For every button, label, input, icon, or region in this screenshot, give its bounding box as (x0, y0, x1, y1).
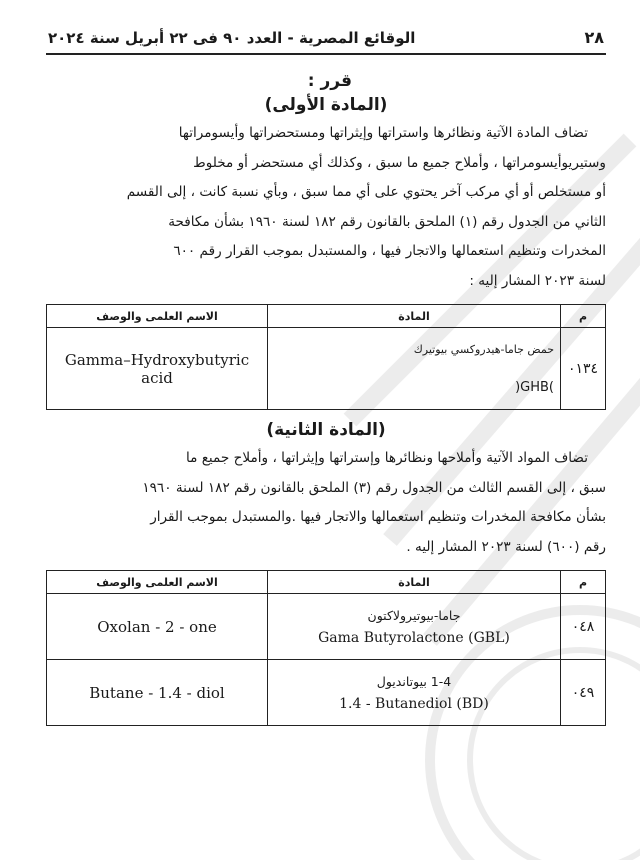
article-1-line: لسنة ٢٠٢٣ المشار إليه : (469, 272, 606, 289)
row-scientific: Gamma–Hydroxybutyric acid (47, 328, 268, 410)
header-num: م (561, 305, 606, 328)
document-page (46, 28, 606, 726)
header-substance: المادة (268, 305, 561, 328)
row-scientific: Butane - 1.4 - diol (47, 660, 268, 726)
table-row (47, 594, 606, 660)
decision-label: قرر : (307, 71, 352, 91)
gazette-title: الوقائع المصرية - العدد ٩٠ فى ٢٢ أبريل سنة ٢٠٢٤ (48, 29, 416, 47)
header-scientific: الاسم العلمى والوصف (47, 305, 268, 328)
article-2-line: بشأن مكافحة المخدرات وتنظيم استعمالها والاتجار فيها .والمستبدل بموجب القرار (150, 509, 606, 525)
header-scientific: الاسم العلمى والوصف (47, 571, 268, 594)
article-1-table (46, 304, 606, 410)
substance-abbrev: )GHB( (515, 379, 554, 395)
page-header (46, 28, 606, 55)
article-2-line: تضاف المواد الآتية وأملاحها ونظائرها وإستراتها وإيثراتها ، وأملاح جميع ما (185, 450, 588, 466)
substance-arabic: جاما-بيوتيرولاكتون (367, 607, 461, 623)
article-2-line: رقم (٦٠٠) لسنة ٢٠٢٣ المشار إليه . (406, 538, 606, 555)
substance-arabic: 1-4 بيوتانديول (376, 673, 452, 689)
substance-english: Gama Butyrolactone (GBL) (318, 629, 510, 646)
row-substance (268, 328, 561, 410)
row-num: ٠٤٨ (561, 594, 606, 660)
article-2-table (46, 570, 606, 726)
row-substance (268, 594, 561, 660)
row-substance (268, 660, 561, 726)
article-1-title: (المادة الأولى) (264, 95, 388, 115)
substance-arabic: حمض جاما-هيدروكسي بيوتيرك (413, 342, 554, 356)
row-num: ٠٤٩ (561, 660, 606, 726)
article-1-line: وستيريوأيسومراتها ، وأملاح جميع ما سبق ، وكذلك أي مستحضر أو مخلوط (193, 154, 606, 171)
article-1-line: أو مستخلص أو أي مركب آخر يحتوي على أي مما سبق ، وبأي نسبة كانت ، إلى القسم (126, 184, 606, 200)
table-row (47, 660, 606, 726)
article-1-line: الثاني من الجدول رقم (١) الملحق بالقانون رقم ١٨٢ لسنة ١٩٦٠ بشأن مكافحة (168, 213, 606, 230)
row-scientific: Oxolan - 2 - one (47, 594, 268, 660)
header-substance: المادة (268, 571, 561, 594)
table-header-row (47, 305, 606, 328)
table-header-row (47, 571, 606, 594)
article-1-text (46, 119, 606, 296)
article-1-line: المخدرات وتنظيم استعمالها والاتجار فيها ، والمستبدل بموجب القرار رقم ٦٠٠ (173, 243, 606, 259)
article-2-title: (المادة الثانية) (266, 420, 386, 440)
article-1-line: تضاف المادة الآتية ونظائرها واستراتها وإيثراتها ومستحضراتها وأيسومراتها (178, 125, 588, 141)
table-row (47, 328, 606, 410)
article-2-text (46, 444, 606, 562)
header-num: م (561, 571, 606, 594)
row-num: ٠١٣٤ (561, 328, 606, 410)
article-2-line: سبق ، إلى القسم الثالث من الجدول رقم (٣) الملحق بالقانون رقم ١٨٢ لسنة ١٩٦٠ (142, 479, 606, 496)
substance-english: 1.4 - Butanediol (BD) (339, 695, 489, 712)
page-number: ٢٨ (584, 28, 604, 47)
